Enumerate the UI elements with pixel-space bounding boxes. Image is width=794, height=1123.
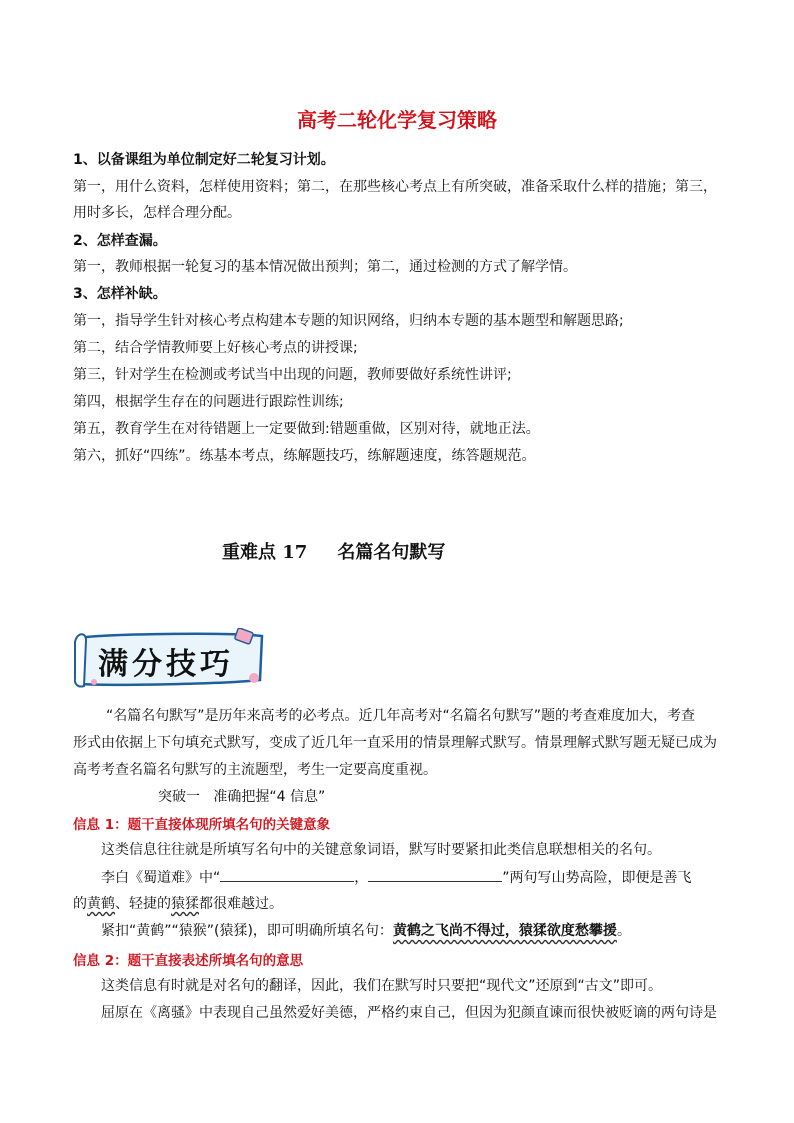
info2-line-2: 屈原在《离骚》中表现自己虽然爱好美德，严格约束自己，但因为犯颜直谏而很快被贬谪的两句诗是 (101, 1005, 717, 1021)
strategy-heading-1: 1、以备课组为单位制定好二轮复习计划。 (73, 152, 335, 168)
info1-line-3-c: 都很难越过。 (199, 896, 283, 912)
info1-line-2-end: ”两句写山势高险，即便是善飞 (502, 870, 692, 886)
info1-line-3-a: 的 (73, 896, 87, 912)
strategy-paragraph-2: 第一，教师根据一轮复习的基本情况做出预判；第二，通过检测的方式了解学情。 (73, 259, 577, 275)
info1-heading: 信息 1：题干直接体现所填名句的关键意象 (73, 817, 331, 833)
strategy-paragraph-1a: 第一，用什么资料，怎样使用资料；第二，在那些核心考点上有所突破，准备采取什么样的措施；第三， (73, 179, 717, 195)
breakthrough-heading: 突破一 准确把握“4 信息” (158, 789, 326, 805)
info1-line-4 (101, 921, 631, 941)
info1-line-2-start: 李白《蜀道难》中“ (101, 870, 221, 886)
strategy-heading-3: 3、怎样补缺。 (73, 286, 167, 302)
strategy-item: 第二，结合学情教师要上好核心考点的讲授课; (73, 340, 358, 356)
intro-line-1: “名篇名句默写”是历年来高考的必考点。近几年高考对“名篇名句默写”题的考查难度加大，考查 (106, 708, 696, 724)
section-name: 名篇名句默写 (337, 542, 446, 563)
strategy-item: 第四，根据学生存在的问题进行跟踪性训练; (73, 394, 344, 410)
fill-blank-2 (368, 867, 502, 882)
strategy-item: 第三，针对学生在检测或考试当中出现的问题，教师要做好系统性讲评; (73, 367, 512, 383)
info1-line-1: 这类信息往往就是所填写名句中的关键意象词语，默写时要紧扣此类信息联想相关的名句。 (101, 842, 661, 858)
section-number: 重难点 17 (222, 542, 308, 563)
banner-label: 满分技巧 (98, 647, 234, 682)
info1-line-4-a: 紧扣“黄鹤”“猿猴”(猿猱)，即可明确所填名句： (101, 923, 393, 939)
answer-text: 黄鹤之飞尚不得过，猿猱欲度愁攀援 (392, 923, 617, 939)
intro-line-3: 高考考查名篇名句默写的主流题型，考生一定要高度重视。 (73, 762, 437, 778)
keyword-yuannao: 猿猱 (171, 896, 199, 912)
keyword-huanghe: 黄鹤 (87, 896, 115, 912)
strategy-item: 第六，抓好“四练”。练基本考点，练解题技巧，练解题速度，练答题规范。 (73, 448, 536, 464)
blank-comma: ， (354, 870, 369, 886)
intro-line-2: 形式由依据上下句填充式默写，变成了近几年一直采用的情景理解式默写。情景理解式默写题无疑已成为 (73, 735, 717, 751)
info1-line-3 (73, 894, 283, 914)
strategy-item: 第五，教育学生在对待错题上一定要做到:错题重做，区别对待，就地正法。 (73, 421, 540, 437)
strategy-item: 第一，指导学生针对核心考点构建本专题的知识网络，归纳本专题的基本题型和解题思路; (73, 313, 624, 329)
strategy-heading-2: 2、怎样查漏。 (73, 233, 167, 249)
document-title: 高考二轮化学复习策略 (297, 108, 497, 132)
info1-line-2 (101, 867, 692, 888)
info2-heading: 信息 2：题干直接表述所填名句的意思 (73, 953, 304, 969)
strategy-paragraph-1b: 用时多长，怎样合理分配。 (73, 205, 241, 221)
info1-line-4-end: 。 (616, 923, 631, 939)
info2-line-1: 这类信息有时就是对名句的翻译，因此，我们在默写时只要把“现代文”还原到“古文”即可。 (101, 978, 663, 994)
fill-blank-1 (220, 867, 354, 882)
section-title (222, 538, 445, 564)
info1-line-3-b: 、轻捷的 (115, 896, 171, 912)
